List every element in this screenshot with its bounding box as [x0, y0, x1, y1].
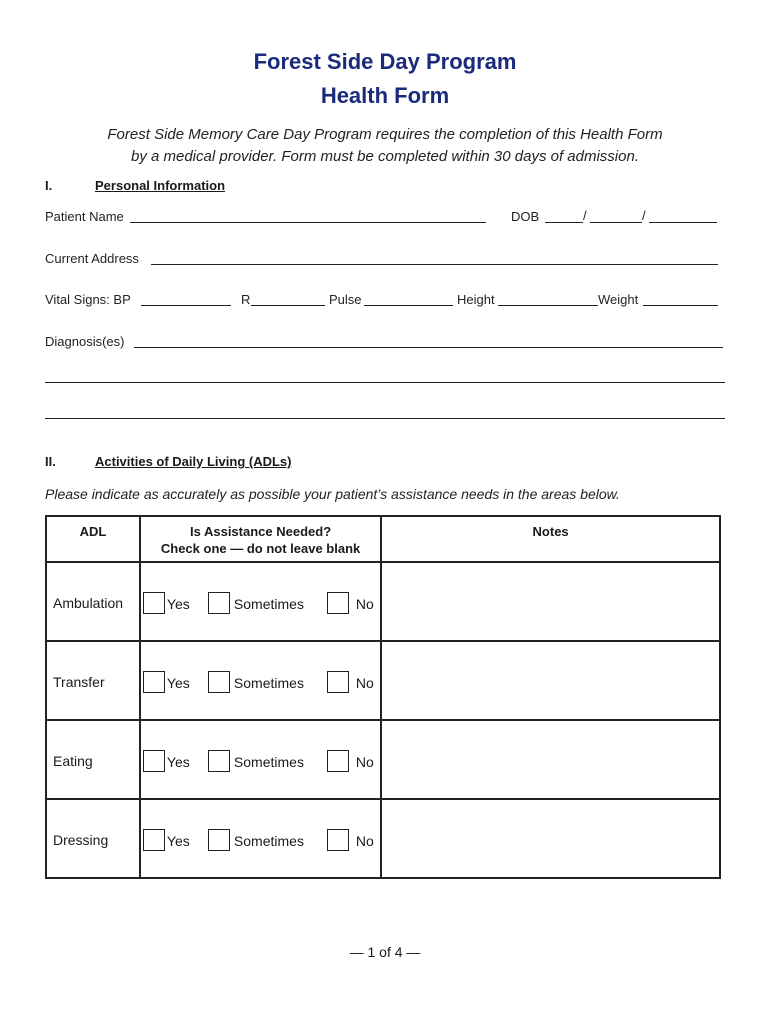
weight-label: Weight	[598, 292, 639, 307]
page-number: — 1 of 4 —	[349, 944, 421, 960]
dressing-yes-checkbox[interactable]	[143, 829, 165, 851]
adl-table-header	[46, 516, 720, 562]
table-row	[46, 799, 720, 878]
patient-name-field[interactable]	[130, 222, 486, 223]
dob-separator: /	[642, 208, 646, 223]
dob-separator: /	[583, 208, 587, 223]
diagnosis-field-2[interactable]	[45, 382, 725, 383]
table-row	[46, 562, 720, 641]
dob-day-field[interactable]	[590, 222, 642, 223]
dob-month-field[interactable]	[545, 222, 583, 223]
r-field[interactable]	[251, 305, 325, 306]
section-1-number: I.	[45, 178, 53, 193]
pulse-label: Pulse	[329, 292, 362, 307]
address-field[interactable]	[151, 264, 718, 265]
adl-instructions: Please indicate as accurately as possible your patient’s assistance needs in the areas below.	[45, 486, 620, 502]
adl-activity-ambulation: Ambulation	[46, 562, 140, 641]
transfer-yes-checkbox[interactable]	[143, 671, 165, 693]
height-field[interactable]	[498, 305, 598, 306]
section-1-title: Personal Information	[95, 178, 226, 193]
yes-label: Yes	[166, 596, 190, 612]
assistance-options	[140, 799, 381, 878]
table-row	[46, 641, 720, 720]
dressing-no-checkbox[interactable]	[327, 829, 349, 851]
assistance-column-header	[140, 516, 381, 562]
dob-label: DOB	[511, 209, 540, 224]
height-label: Height	[457, 292, 495, 307]
no-label: No	[355, 675, 374, 691]
assistance-header-line-2: Check one — do not leave blank	[160, 541, 361, 556]
sometimes-label: Sometimes	[233, 675, 304, 691]
eating-no-checkbox[interactable]	[327, 750, 349, 772]
vitals-bp-label: Vital Signs: BP	[45, 292, 131, 307]
adl-table	[45, 515, 721, 879]
transfer-no-checkbox[interactable]	[327, 671, 349, 693]
adl-activity-transfer: Transfer	[46, 641, 140, 720]
transfer-sometimes-checkbox[interactable]	[208, 671, 230, 693]
diagnosis-field-1[interactable]	[134, 347, 723, 348]
pulse-field[interactable]	[364, 305, 453, 306]
assistance-options	[140, 720, 381, 799]
no-label: No	[355, 833, 374, 849]
intro-line-1: Forest Side Memory Care Day Program requires the completion of this Health Form	[107, 126, 663, 143]
adl-activity-dressing: Dressing	[46, 799, 140, 878]
assistance-options	[140, 562, 381, 641]
sometimes-label: Sometimes	[233, 596, 304, 612]
eating-sometimes-checkbox[interactable]	[208, 750, 230, 772]
notes-column-header: Notes	[381, 516, 720, 562]
form-subtitle: Health Form	[320, 83, 450, 108]
adl-activity-eating: Eating	[46, 720, 140, 799]
ambulation-yes-checkbox[interactable]	[143, 592, 165, 614]
ambulation-notes-field[interactable]	[381, 562, 720, 641]
yes-label: Yes	[166, 833, 190, 849]
ambulation-no-checkbox[interactable]	[327, 592, 349, 614]
dob-year-field[interactable]	[649, 222, 717, 223]
intro-line-2: by a medical provider. Form must be completed within 30 days of admission.	[130, 148, 639, 165]
dressing-notes-field[interactable]	[381, 799, 720, 878]
section-2-title: Activities of Daily Living (ADLs)	[95, 454, 292, 469]
adl-column-header: ADL	[46, 516, 140, 562]
weight-field[interactable]	[643, 305, 718, 306]
yes-label: Yes	[166, 675, 190, 691]
bp-field[interactable]	[141, 305, 231, 306]
eating-notes-field[interactable]	[381, 720, 720, 799]
eating-yes-checkbox[interactable]	[143, 750, 165, 772]
assistance-header-line-1: Is Assistance Needed?	[190, 524, 332, 539]
ambulation-sometimes-checkbox[interactable]	[208, 592, 230, 614]
diagnosis-field-3[interactable]	[45, 418, 725, 419]
r-label: R	[241, 292, 251, 307]
assistance-options	[140, 641, 381, 720]
form-title: Forest Side Day Program	[253, 49, 517, 74]
yes-label: Yes	[166, 754, 190, 770]
address-label: Current Address	[45, 251, 139, 266]
patient-name-label: Patient Name	[45, 209, 124, 224]
transfer-notes-field[interactable]	[381, 641, 720, 720]
sometimes-label: Sometimes	[233, 754, 304, 770]
sometimes-label: Sometimes	[233, 833, 304, 849]
diagnosis-label: Diagnosis(es)	[45, 334, 125, 349]
table-row	[46, 720, 720, 799]
section-2-number: II.	[45, 454, 56, 469]
no-label: No	[355, 754, 374, 770]
dressing-sometimes-checkbox[interactable]	[208, 829, 230, 851]
no-label: No	[355, 596, 374, 612]
